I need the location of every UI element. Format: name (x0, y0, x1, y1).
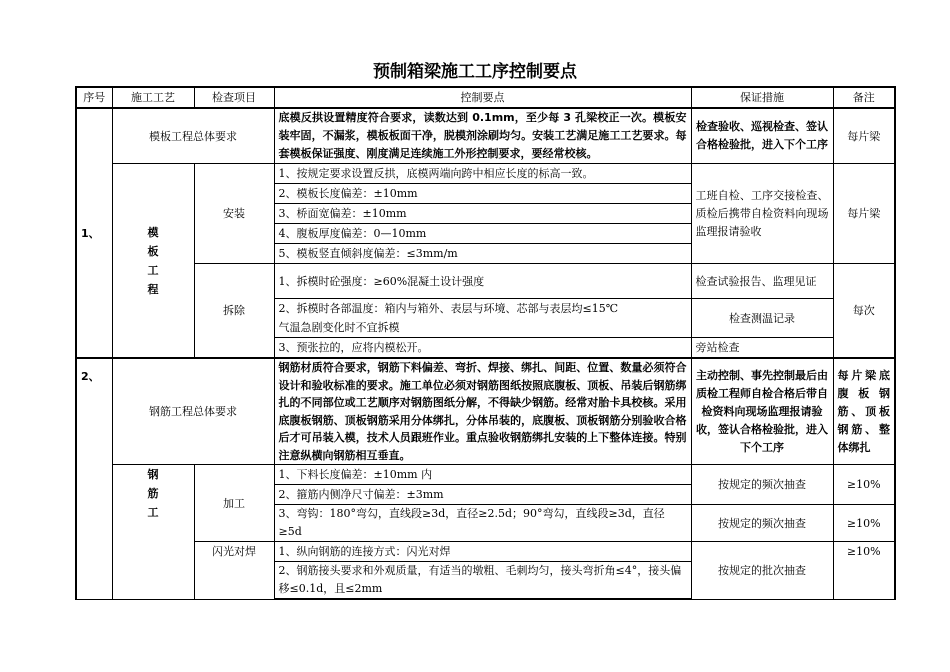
header-process: 施工工艺 (112, 87, 194, 108)
section-1-general-label: 模板工程总体要求 (112, 108, 274, 164)
remove-point-2: 2、拆模时各部温度：箱内与箱外、表层与环境、芯部与表层均≤15℃ (274, 299, 691, 319)
section-1-name-char: 模 (147, 225, 159, 239)
section-1-install-remark: 每片梁 (833, 164, 895, 264)
section-1-seq: 1、 (76, 108, 112, 358)
remove-point-3: 3、预张拉的，应将内模松开。 (274, 338, 691, 359)
section-2-process-label: 加工 (194, 465, 274, 542)
section-1-general-measures: 检查验收、巡视检查、签认合格检验批，进入下个工序 (691, 108, 833, 164)
section-2-process-remark-2: ≥10% (833, 505, 895, 542)
section-2-process-measure-1: 按规定的频次抽查 (691, 465, 833, 505)
process-point-3: 3、弯钩：180°弯勾，直线段≥3d，直径≥2.5d；90°弯勾，直线段≥3d，直径≥5d (274, 505, 691, 542)
table-row (76, 542, 895, 562)
section-1-process-name (112, 164, 194, 359)
header-measures: 保证措施 (691, 87, 833, 108)
table-row (76, 358, 895, 465)
install-point-1: 1、按规定要求设置反拱，底模两端向跨中相应长度的标高一致。 (274, 164, 691, 184)
section-1-general-points: 底模反拱设置精度符合要求，读数达到 0.1mm，至少每 3 孔梁校正一次。模板安装牢固，不漏浆，模板板面干净，脱模剂涂刷均匀。安装工艺满足施工工艺要求。每套模板保证强度、刚度满足连续施工外形控制要求，要经常校核。 (274, 108, 691, 164)
header-seq: 序号 (76, 87, 112, 108)
section-2-name-char: 筋 (147, 487, 159, 500)
section-1-remove-measure-1: 检查试验报告、监理见证 (691, 264, 833, 299)
section-2-weld-measure: 按规定的批次抽查 (691, 542, 833, 600)
remove-point-1: 1、拆模时砼强度：≥60%混凝土设计强度 (274, 264, 691, 299)
install-point-4: 4、腹板厚度偏差：0—10mm (274, 224, 691, 244)
process-point-2: 2、箍筋内侧净尺寸偏差：±3mm (274, 485, 691, 505)
section-1-install-measures: 工班自检、工序交接检查、质检后携带自检资料向现场监理报请验收 (691, 164, 833, 264)
section-1-remove-label: 拆除 (194, 264, 274, 359)
section-2-process-name (112, 465, 194, 600)
table-header-row (76, 87, 895, 108)
section-1-name-char: 工 (147, 263, 159, 277)
section-2-process-remark-1: ≥10% (833, 465, 895, 505)
table-row (76, 108, 895, 164)
section-2-general-measures: 主动控制、事先控制最后由质检工程师自检合格后带自检资料向现场监理报请验收，签认合格检验批，进入下个工序 (691, 358, 833, 465)
section-2-name-char: 钢 (147, 468, 159, 481)
section-1-install-label: 安装 (194, 164, 274, 264)
weld-point-2: 2、钢筋接头要求和外观质量，有适当的墩粗、毛刺均匀，接头弯折角≤4°，接头偏移≤0.1d，且≤2mm (274, 562, 691, 600)
install-point-2: 2、模板长度偏差：±10mm (274, 184, 691, 204)
header-remark: 备注 (833, 87, 895, 108)
page-title: 预制箱梁施工工序控制要点 (373, 62, 577, 82)
weld-point-1: 1、纵向钢筋的连接方式：闪光对焊 (274, 542, 691, 562)
control-points-table (75, 86, 896, 600)
section-2-general-points: 钢筋材质符合要求，钢筋下料偏差、弯折、焊接、绑扎、间距、位置、数量必须符合设计和验收标准的要求。施工单位必须对钢筋图纸按照底腹板、顶板、吊装后钢筋绑扎的不同部位或工艺顺序对钢筋图纸分解，不得缺少钢筋。经常对胎卡具校核。采用底腹板钢筋、顶板钢筋采用分体绑扎，分体吊装的，底腹板、顶板钢筋分别验收合格后才可吊装入模，技术人员跟班作业。重点验收钢筋绑扎安装的上下整体连接。特别注意纵横向钢筋相互垂直。 (274, 358, 691, 465)
table-row (76, 465, 895, 485)
header-item: 检查项目 (194, 87, 274, 108)
install-point-3: 3、桥面宽偏差：±10mm (274, 204, 691, 224)
section-2-general-label: 钢筋工程总体要求 (112, 358, 274, 465)
remove-point-2-note: 气温急剧变化时不宜拆模 (274, 318, 691, 338)
section-1-name-char: 程 (147, 282, 159, 296)
section-2-general-remark: 每片梁底腹板钢筋、顶板钢筋、整体绑扎 (833, 358, 895, 465)
process-point-1: 1、下料长度偏差：±10mm 内 (274, 465, 691, 485)
section-1-name-char: 板 (147, 244, 159, 258)
table-row (76, 164, 895, 184)
section-1-remove-remark: 每次 (833, 264, 895, 359)
section-1-remove-measure-3: 旁站检查 (691, 338, 833, 359)
install-point-5: 5、模板竖直倾斜度偏差：≤3mm/m (274, 244, 691, 264)
section-2-weld-remark: ≥10% (833, 542, 895, 600)
header-points: 控制要点 (274, 87, 691, 108)
section-2-name-char: 工 (147, 506, 159, 519)
table-row (76, 264, 895, 299)
section-2-seq: 2、 (76, 358, 112, 599)
section-1-general-remark: 每片梁 (833, 108, 895, 164)
section-2-weld-label: 闪光对焊 (194, 542, 274, 600)
section-2-process-measure-2: 按规定的频次抽查 (691, 505, 833, 542)
section-1-remove-measure-2: 检查测温记录 (691, 299, 833, 338)
